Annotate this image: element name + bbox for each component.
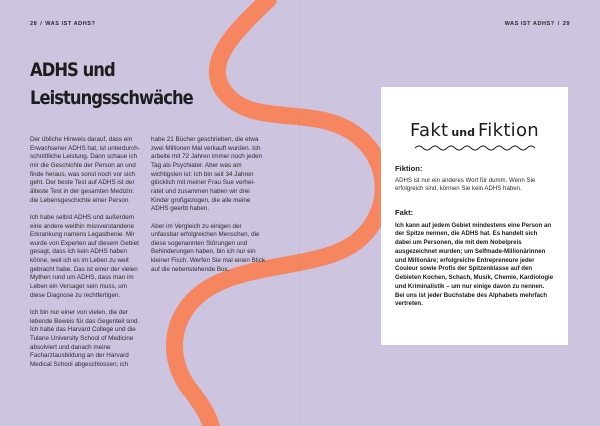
page-number-right: 29 (562, 21, 570, 27)
running-head-title-left: WAS IST ADHS? (45, 21, 96, 27)
fakt-heading: Fakt: (395, 207, 414, 217)
box-title-und: und (451, 126, 475, 139)
body-column-1 (30, 136, 142, 378)
running-head-separator: / (40, 21, 43, 27)
running-head-left (30, 21, 95, 27)
box-title-fiktion: Fiktion (477, 120, 540, 141)
fakt-text: Ich kann auf jedem Gebiet mindestens eine Person an der Spitze nennen, die ADHS hat. Es handelt sich dabei um Personen, die mit dem Nobelpreis ausgezeichnet wurden; um Selfmade-Millionärinnen und Millionäre; erfolgreiche Entrepreneure jeder Couleur sowie Profis der Spitzenklasse auf den Gebieten Kochen, Schach, Musik, Chemie, Kardiologie und Kriminalistik – um nur einige davon zu nennen. Bei uns ist jeder Buchstabe des Alphabets mehrfach vertreten. (395, 221, 554, 308)
body-paragraph: Der übliche Hinweis darauf, dass ein Erwachsener ADHS hat, ist unterdurchschnittliche Leistung. Dann schaue ich mir die Geschichte der Person an und finde heraus, was sonst noch vor sich geht. Der beste Test auf ADHS ist der älteste Test in der gesamten Medizin: die Lebensgeschichte einer Person. (30, 136, 140, 204)
fiktion-text: ADHS ist nur ein anderes Wort für dumm. Wenn Sie erfolgreich sind, können Sie kein ADHS haben. (395, 177, 536, 193)
body-paragraph: Ich habe selbst ADHS und außerdem eine andere weithin missverstandene Erkrankung namens Legasthenie. Mir wurde von Experten auf diesem Gebiet gesagt, dass ich kein ADHS haben könne, weil ich es im Leben zu weit gebracht habe. Das ist einer der vielen Mythen rund um ADHS, dass man im Leben ein Versager sein muss, um diese Diagnose zu rechtfertigen. (30, 213, 139, 299)
body-paragraph: Aber im Vergleich zu einigen der unfassbar erfolgreichen Menschen, die diese sogenannten Störungen und Behinderungen haben, bin ich nur ein kleiner Fisch. Werfen Sie mal einen Blick auf die nebenstehende Box. (151, 222, 265, 273)
page-number-left: 28 (30, 21, 38, 27)
box-title-fakt: Fakt (409, 120, 449, 141)
article-headline: ADHS und Leistungsschwäche (30, 59, 193, 109)
body-column-2 (151, 136, 265, 283)
running-head-separator: / (557, 21, 560, 27)
running-head-title-right: WAS IST ADHS? (504, 21, 555, 27)
page-gutter (299, 0, 301, 426)
fiktion-heading: Fiktion: (395, 164, 423, 173)
body-paragraph: habe 21 Bücher geschrieben, die etwa zwei Millionen Mal verkauft wurden. Ich arbeite mit 72 Jahren immer noch jeden Tag als Psychiater. Aber was am wichtigsten ist: Ich bin seit 34 Jahren glücklich mit meiner Frau Sue verheiratet und zusammen haben wir drei Kinder großgezogen, die alle meine ADHS geerbt haben. (151, 136, 262, 213)
fakt-fiktion-box (381, 87, 568, 345)
body-paragraph: Ich bin nur einer von vielen, die der lebende Beweis für das Gegenteil sind. Ich habe das Harvard College und die Tulane University School of Medicine absolviert und danach meine Facharztausbildung an der Harvard Medical School abgeschlossen; ich (30, 309, 140, 368)
box-title (395, 120, 554, 141)
running-head-right (505, 21, 570, 27)
squiggle-divider-icon (413, 144, 537, 152)
